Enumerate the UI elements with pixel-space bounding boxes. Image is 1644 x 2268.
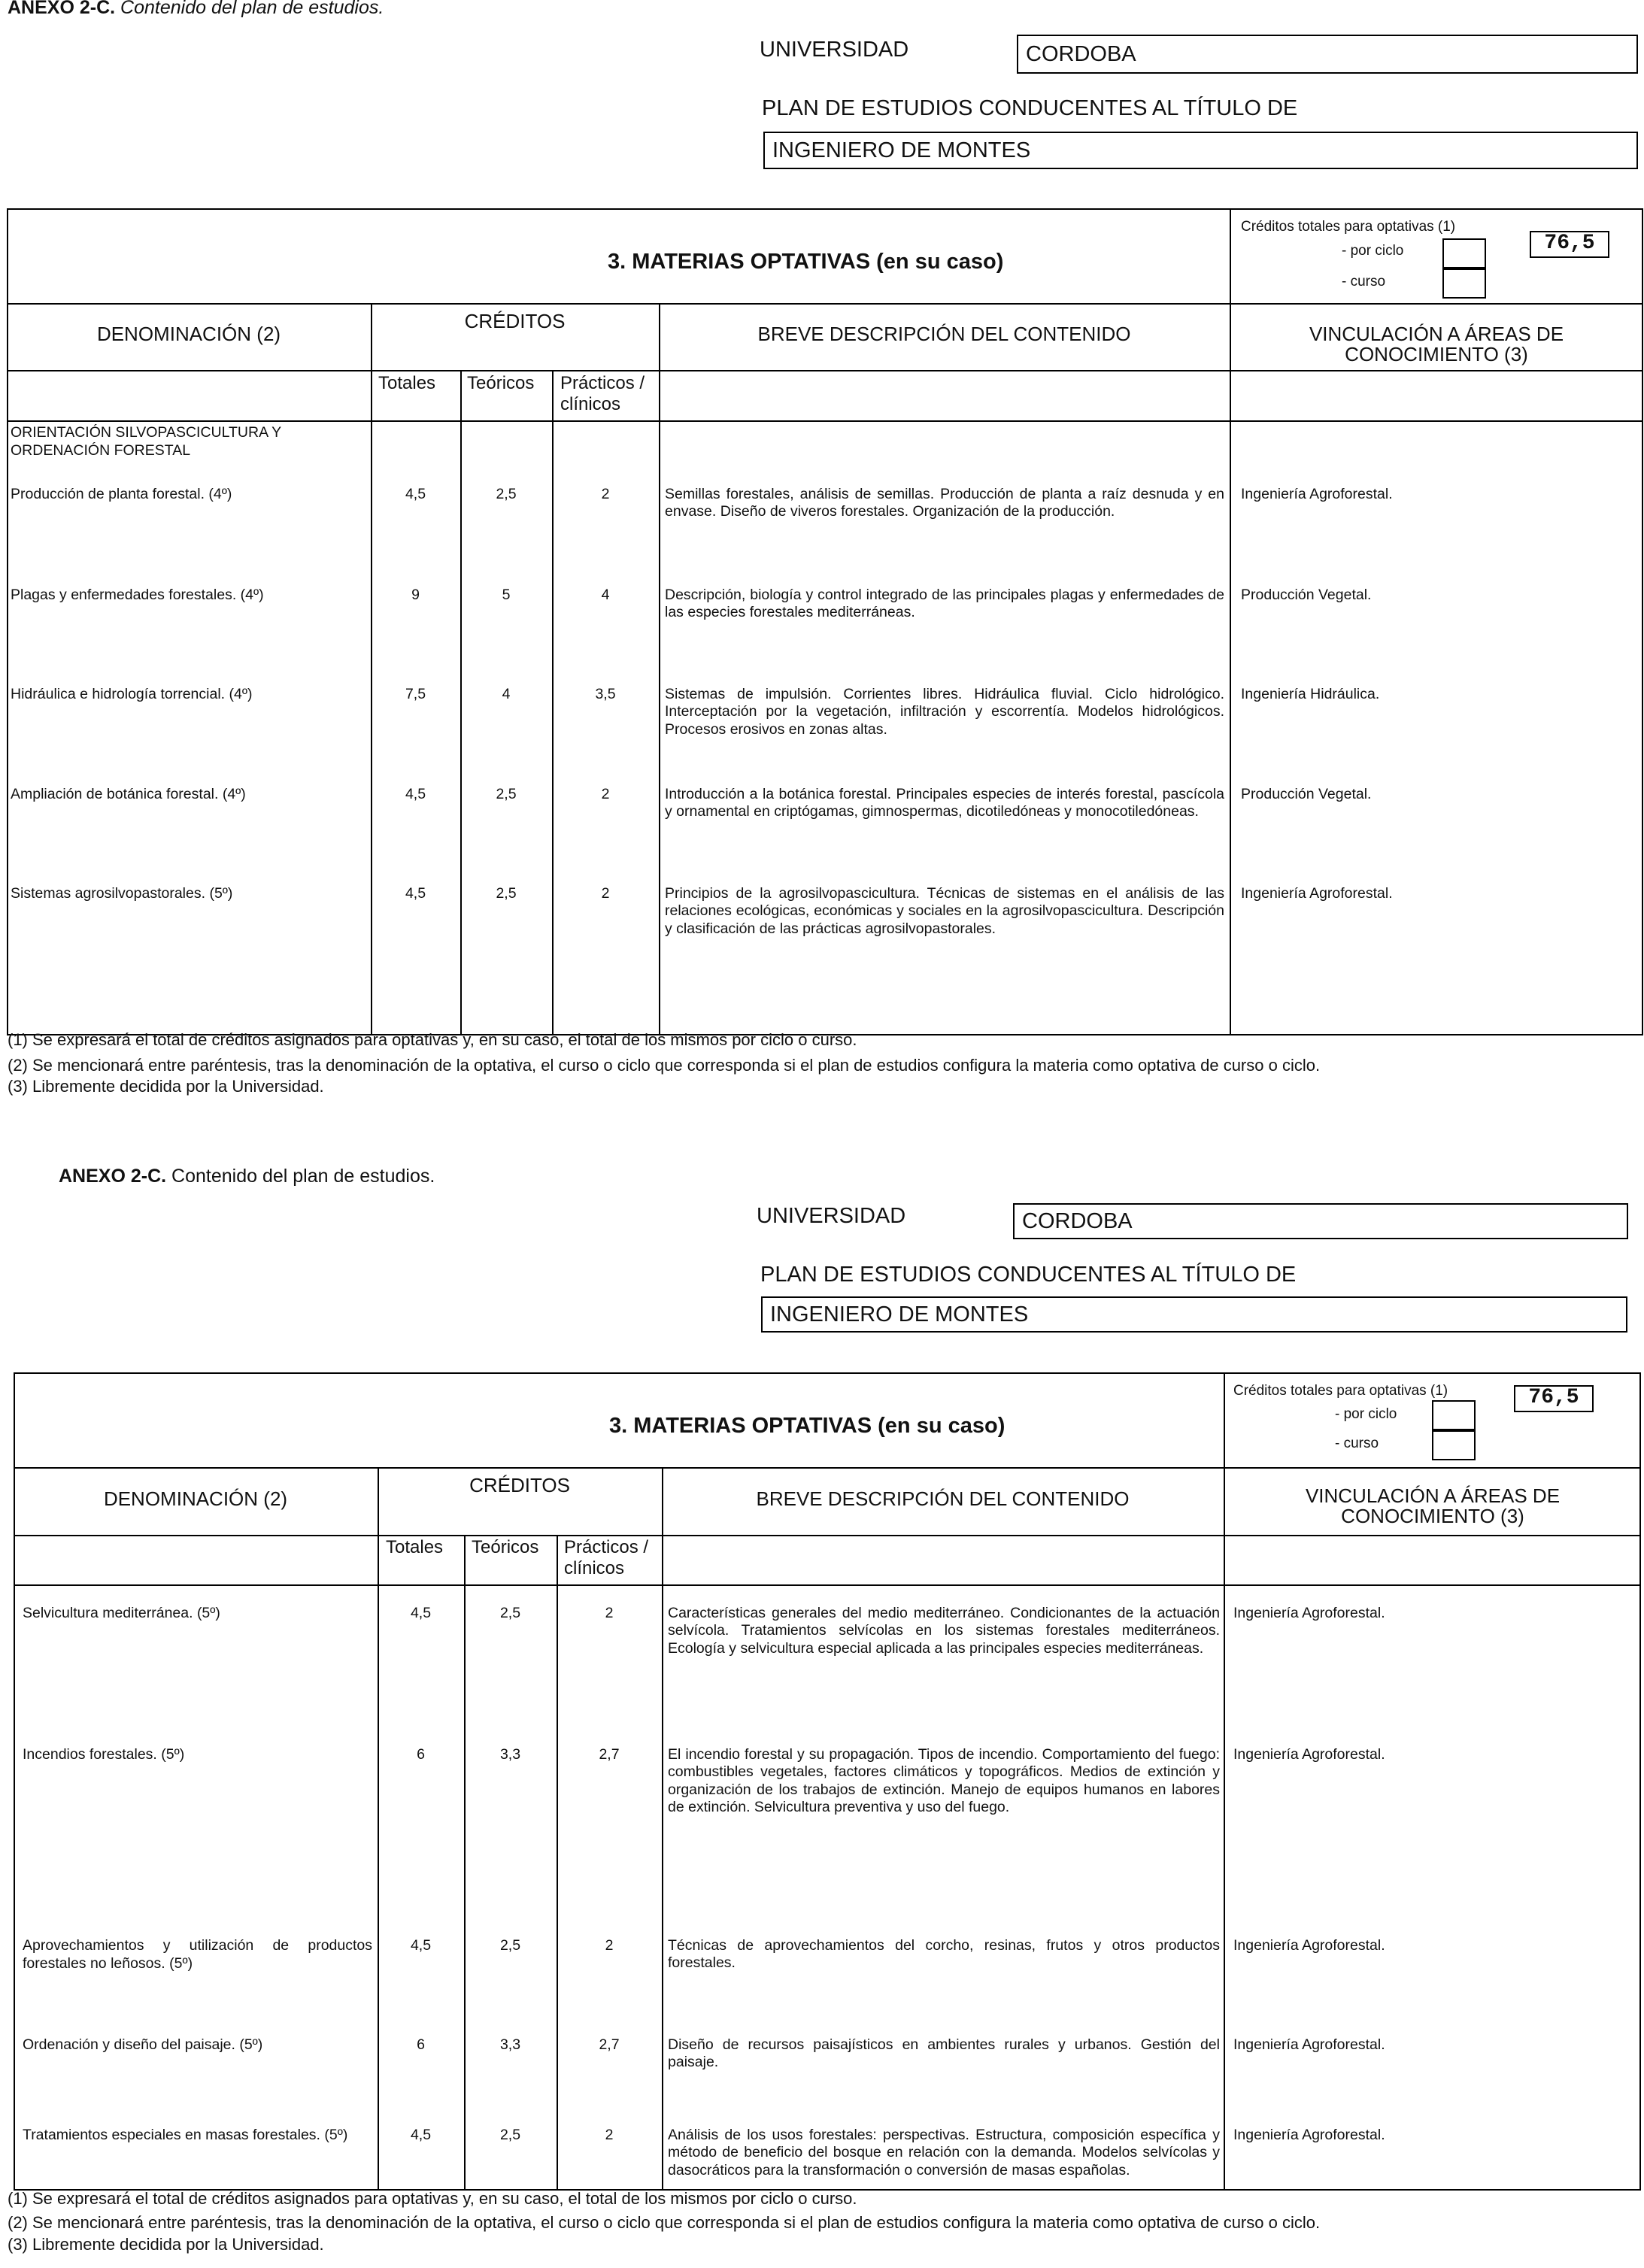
creditos-practicos: 4 [601, 587, 610, 603]
creditos-teoricos: 3,3 [499, 2036, 521, 2053]
creditos-teoricos: 5 [502, 587, 511, 603]
materia-descripcion: Principios de la agrosilvopascicultura. Técnicas de sistemas en el análisis de las relaciones ecológicas, económicas y sociales en la agrosilvopascicultura. Descripción y clasificación de las prácticas agrosilvopastorales. [665, 885, 1224, 937]
sub-practicos: Prácticos / clínicos [564, 1537, 649, 1578]
creditos-totales: 4,5 [405, 486, 426, 502]
col-denominacion: DENOMINACIÓN (2) [103, 1487, 288, 1510]
col-creditos: CRÉDITOS [469, 1474, 570, 1496]
anexo-code: ANEXO 2-C. [59, 1166, 167, 1187]
anexo-heading [59, 1166, 435, 1187]
divider [662, 1467, 663, 2191]
creditos-totales: 4,5 [410, 1937, 432, 1954]
materia-name: Producción de planta forestal. (4º) [11, 486, 232, 502]
universidad-label: UNIVERSIDAD [757, 1204, 906, 1228]
creditos-practicos: 2 [601, 786, 610, 802]
sub-teoricos: Teóricos [467, 373, 535, 393]
creditos-totales: 4,5 [405, 786, 426, 802]
anexo-code: ANEXO 2-C. [8, 0, 116, 18]
creditos-totales-label: Créditos totales para optativas (1) [1233, 1383, 1448, 1399]
creditos-totales-label: Créditos totales para optativas (1) [1241, 219, 1456, 235]
materia-area: Ingeniería Agroforestal. [1233, 1746, 1385, 1763]
creditos-teoricos: 2,5 [499, 2127, 521, 2143]
materia-area: Producción Vegetal. [1241, 786, 1372, 802]
total-creditos-box: 76,5 [1514, 1385, 1594, 1412]
materia-name: Plagas y enfermedades forestales. (4º) [11, 587, 264, 603]
col-descripcion: BREVE DESCRIPCIÓN DEL CONTENIDO [757, 323, 1131, 345]
group-label: ORIENTACIÓN SILVOPASCICULTURA Y ORDENACIÓN FORESTAL [11, 424, 281, 459]
curso-label: - curso [1335, 1436, 1379, 1451]
section-title: 3. MATERIAS OPTATIVAS (en su caso) [609, 1414, 1006, 1438]
materia-area: Ingeniería Agroforestal. [1241, 885, 1393, 902]
materia-descripcion: Técnicas de aprovechamientos del corcho, resinas, frutos y otros productos forestales. [668, 1937, 1220, 1972]
creditos-teoricos: 2,5 [499, 1605, 521, 1621]
materia-descripcion: Descripción, biología y control integrado de las principales plagas y enfermedades de las especies forestales mediterráneas. [665, 587, 1224, 621]
materia-area: Ingeniería Agroforestal. [1241, 486, 1393, 502]
form-page-2 [0, 1158, 1644, 2268]
creditos-practicos: 3,5 [595, 686, 616, 702]
sub-totales: Totales [386, 1537, 444, 1557]
footnote-3: (3) Libremente decidida por la Universidad. [8, 2235, 324, 2254]
anexo-subtitle: Contenido del plan de estudios. [115, 0, 384, 18]
col-vinculacion: VINCULACIÓN A ÁREAS DE CONOCIMIENTO (3) [1305, 1484, 1561, 1528]
total-creditos-box: 76,5 [1530, 231, 1609, 258]
sub-totales: Totales [378, 373, 436, 393]
col-denominacion: DENOMINACIÓN (2) [96, 323, 281, 345]
plan-label: PLAN DE ESTUDIOS CONDUCENTES AL TÍTULO DE [760, 1263, 1297, 1287]
materia-name: Tratamientos especiales en masas forestales. (5º) [23, 2127, 348, 2143]
titulo-value: INGENIERO DE MONTES [770, 1302, 1029, 1327]
divider [371, 303, 372, 1035]
anexo-subtitle: Contenido del plan de estudios. [166, 1166, 435, 1187]
creditos-teoricos: 2,5 [496, 486, 517, 502]
creditos-teoricos: 4 [502, 686, 511, 702]
por-ciclo-label: - por ciclo [1342, 243, 1404, 259]
materia-descripcion: Introducción a la botánica forestal. Principales especies de interés forestal, pascícola y ornamental en criptógamas, gimnospermas, dicotiledóneas y monocotiledóneas. [665, 786, 1224, 820]
creditos-teoricos: 3,3 [499, 1746, 521, 1763]
divider [464, 1535, 466, 2191]
universidad-value: CORDOBA [1022, 1208, 1133, 1233]
materia-descripcion: Semillas forestales, análisis de semillas. Producción de planta a raíz desnuda y en envase. Diseño de viveros forestales. Organización de la producción. [665, 486, 1224, 520]
materia-descripcion: Sistemas de impulsión. Corrientes libres. Hidráulica fluvial. Ciclo hidrológico. Interceptación por la vegetación, infiltración y escorrentía. Modelos hidrológicos. Procesos erosivos en zonas altas. [665, 686, 1224, 738]
titulo-value-box [761, 1296, 1627, 1333]
sub-teoricos: Teóricos [472, 1537, 539, 1557]
divider [14, 1535, 1641, 1536]
titulo-value-box [763, 132, 1638, 169]
col-vinculacion: VINCULACIÓN A ÁREAS DE CONOCIMIENTO (3) [1309, 323, 1564, 366]
creditos-totales: 4,5 [405, 885, 426, 902]
creditos-totales: 4,5 [410, 2127, 432, 2143]
creditos-practicos: 2,7 [599, 1746, 620, 1763]
materia-area: Ingeniería Hidráulica. [1241, 686, 1380, 702]
divider [7, 303, 1643, 305]
creditos-totales: 4,5 [410, 1605, 432, 1621]
creditos-practicos: 2 [605, 1937, 614, 1954]
materia-area: Ingeniería Agroforestal. [1233, 2127, 1385, 2143]
materia-name: Ampliación de botánica forestal. (4º) [11, 786, 246, 802]
divider [378, 1467, 379, 2191]
creditos-totales: 6 [417, 2036, 425, 2053]
materia-descripcion: Características generales del medio mediterráneo. Condicionantes de la actuación selvícola. Tratamientos selvícolas en los sistemas forestales mediterráneos. Ecología y selvicultura especial aplicada a las principales especies mediterráneas. [668, 1605, 1220, 1657]
por-ciclo-box [1432, 1400, 1476, 1430]
plan-label: PLAN DE ESTUDIOS CONDUCENTES AL TÍTULO DE [762, 96, 1298, 120]
creditos-practicos: 2 [601, 486, 610, 502]
creditos-practicos: 2,7 [599, 2036, 620, 2053]
universidad-value-box [1017, 35, 1638, 74]
materia-name: Selvicultura mediterránea. (5º) [23, 1605, 220, 1621]
col-descripcion: BREVE DESCRIPCIÓN DEL CONTENIDO [756, 1487, 1130, 1510]
titulo-value: INGENIERO DE MONTES [772, 138, 1031, 162]
divider [7, 420, 1643, 422]
materia-name: Aprovechamientos y utilización de productos forestales no leñosos. (5º) [23, 1937, 372, 1972]
por-ciclo-box [1442, 238, 1486, 268]
footnote-1: (1) Se expresará el total de créditos asignados para optativas y, en su caso, el total de los mismos por ciclo o curso. [8, 2189, 857, 2208]
divider [659, 303, 660, 1035]
creditos-practicos: 2 [605, 1605, 614, 1621]
creditos-teoricos: 2,5 [499, 1937, 521, 1954]
divider [557, 1535, 558, 2191]
divider [14, 1467, 1641, 1469]
col-creditos: CRÉDITOS [464, 310, 566, 332]
por-ciclo-label: - por ciclo [1335, 1406, 1397, 1422]
materia-descripcion: Análisis de los usos forestales: perspectivas. Estructura, composición específica y método de beneficio del bosque en relación con la demanda. Modelos selvícolas y dasocráticos para la transformación o conversión de masas españolas. [668, 2127, 1220, 2179]
curso-box [1432, 1430, 1476, 1460]
footnote-1: (1) Se expresará el total de créditos asignados para optativas y, en su caso, el total de los mismos por ciclo o curso. [8, 1030, 857, 1049]
universidad-value: CORDOBA [1026, 41, 1136, 66]
divider [7, 370, 1643, 371]
divider [378, 1535, 662, 1536]
footnote-3: (3) Libremente decidida por la Universidad. [8, 1077, 324, 1096]
curso-label: - curso [1342, 274, 1386, 290]
divider [1230, 208, 1231, 1035]
section-title: 3. MATERIAS OPTATIVAS (en su caso) [608, 250, 1004, 274]
materia-area: Ingeniería Agroforestal. [1233, 1605, 1385, 1621]
materia-area: Ingeniería Agroforestal. [1233, 2036, 1385, 2053]
curso-box [1442, 268, 1486, 299]
creditos-teoricos: 2,5 [496, 786, 517, 802]
creditos-practicos: 2 [605, 2127, 614, 2143]
materia-name: Sistemas agrosilvopastorales. (5º) [11, 885, 233, 902]
universidad-value-box [1013, 1203, 1628, 1239]
footnote-2: (2) Se mencionará entre paréntesis, tras la denominación de la optativa, el curso o ciclo que corresponda si el plan de estudios configura la materia como optativa de curso o ciclo. [8, 2213, 1321, 2232]
materia-descripcion: Diseño de recursos paisajísticos en ambientes rurales y urbanos. Gestión del paisaje. [668, 2036, 1220, 2071]
materia-descripcion: El incendio forestal y su propagación. Tipos de incendio. Comportamiento del fuego: combustibles vegetales, factores climáticos y topográficos. Medios de extinción y organización de los trabajos de extinción. Manejo de equipos humanos en labores de extinción. Selvicultura preventiva y uso del fuego. [668, 1746, 1220, 1816]
materia-area: Ingeniería Agroforestal. [1233, 1937, 1385, 1954]
footnote-2: (2) Se mencionará entre paréntesis, tras la denominación de la optativa, el curso o ciclo que corresponda si el plan de estudios configura la materia como optativa de curso o ciclo. [8, 1056, 1321, 1075]
materia-name: Incendios forestales. (5º) [23, 1746, 185, 1763]
creditos-practicos: 2 [601, 885, 610, 902]
creditos-totales: 7,5 [405, 686, 426, 702]
divider [14, 1584, 1641, 1586]
materia-name: Hidráulica e hidrología torrencial. (4º) [11, 686, 253, 702]
creditos-totales: 6 [417, 1746, 425, 1763]
creditos-teoricos: 2,5 [496, 885, 517, 902]
anexo-heading [8, 0, 384, 19]
creditos-totales: 9 [411, 587, 420, 603]
materia-name: Ordenación y diseño del paisaje. (5º) [23, 2036, 263, 2053]
divider [1224, 1372, 1225, 2191]
sub-practicos: Prácticos / clínicos [560, 373, 645, 414]
divider [371, 370, 659, 371]
materia-area: Producción Vegetal. [1241, 587, 1372, 603]
universidad-label: UNIVERSIDAD [760, 38, 909, 62]
